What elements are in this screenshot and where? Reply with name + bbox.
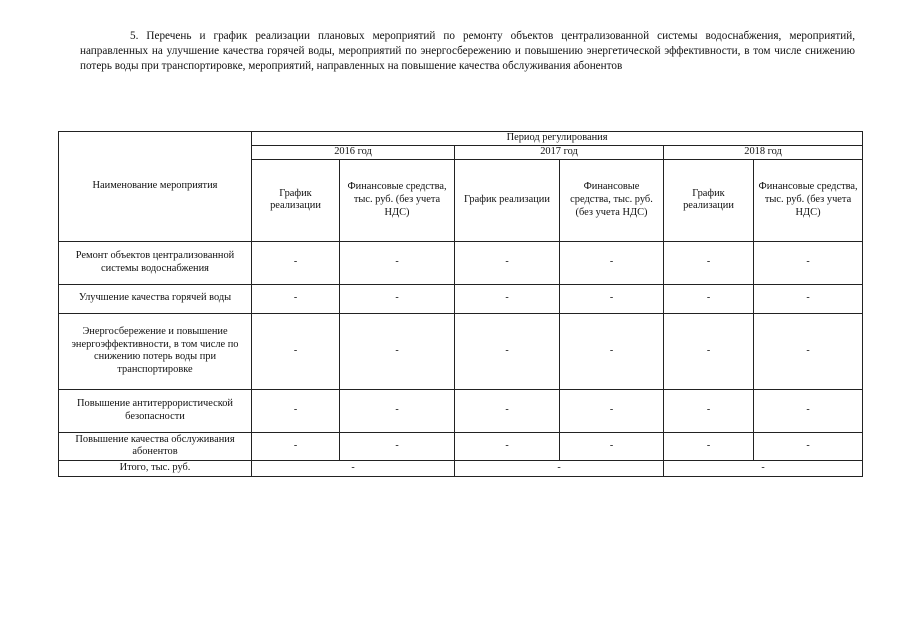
table-row [59,241,863,284]
table-cell: - [560,241,664,284]
table-cell: - [455,284,560,313]
schedule-subheader: График реализации [664,159,754,241]
table-cell: - [340,432,455,460]
total-cell-2017: - [455,460,664,476]
total-cell-2016: - [252,460,455,476]
row-name: Энергосбережение и повышение энергоэффективности, в том числе по снижению потерь воды при транспортировке [59,313,252,389]
row-name: Ремонт объектов централизованной системы водоснабжения [59,241,252,284]
schedule-subheader: График реализации [252,159,340,241]
table-cell: - [252,313,340,389]
total-row [59,460,863,476]
table-cell: - [754,284,863,313]
table-cell: - [664,313,754,389]
table-cell: - [340,241,455,284]
total-label: Итого, тыс. руб. [59,460,252,476]
table-cell: - [455,432,560,460]
table-row [59,284,863,313]
period-header: Период регулирования [252,132,863,146]
table-cell: - [340,313,455,389]
finance-subheader: Финансовые средства, тыс. руб. (без учета НДС) [754,159,863,241]
table-cell: - [252,284,340,313]
table-cell: - [455,389,560,432]
table-row [59,389,863,432]
total-cell-2018: - [664,460,863,476]
year-header-2018: 2018 год [664,145,863,159]
table-cell: - [754,241,863,284]
table-cell: - [664,284,754,313]
table-cell: - [560,432,664,460]
table-cell: - [754,432,863,460]
table-cell: - [664,389,754,432]
schedule-subheader: График реализации [455,159,560,241]
table-cell: - [340,389,455,432]
table-cell: - [252,432,340,460]
year-header-2017: 2017 год [455,145,664,159]
table-cell: - [664,241,754,284]
table-cell: - [455,241,560,284]
year-header-2016: 2016 год [252,145,455,159]
row-name: Улучшение качества горячей воды [59,284,252,313]
finance-subheader: Финансовые средства, тыс. руб. (без учета НДС) [560,159,664,241]
table-cell: - [754,313,863,389]
row-name: Повышение антитеррористической безопасности [59,389,252,432]
table-cell: - [560,389,664,432]
finance-subheader: Финансовые средства, тыс. руб. (без учета НДС) [340,159,455,241]
table-cell: - [340,284,455,313]
name-column-header: Наименование мероприятия [59,132,252,242]
table-row [59,432,863,460]
activities-table [58,131,863,477]
table-cell: - [252,389,340,432]
table-cell: - [252,241,340,284]
table-row [59,313,863,389]
table-cell: - [560,313,664,389]
table-cell: - [754,389,863,432]
row-name: Повышение качества обслуживания абонентов [59,432,252,460]
table-cell: - [664,432,754,460]
table-cell: - [560,284,664,313]
document-heading: 5. Перечень и график реализации плановых мероприятий по ремонту объектов централизованной системы водоснабжения, мероприятий, направленных на улучшение качества горячей воды, мероприятий по энергосбережению и повышению энергетической эффективности, в том числе снижению потерь воды при транспортировке, мероприятий, направленных на повышение качества обслуживания абонентов [80,30,855,73]
table-cell: - [455,313,560,389]
